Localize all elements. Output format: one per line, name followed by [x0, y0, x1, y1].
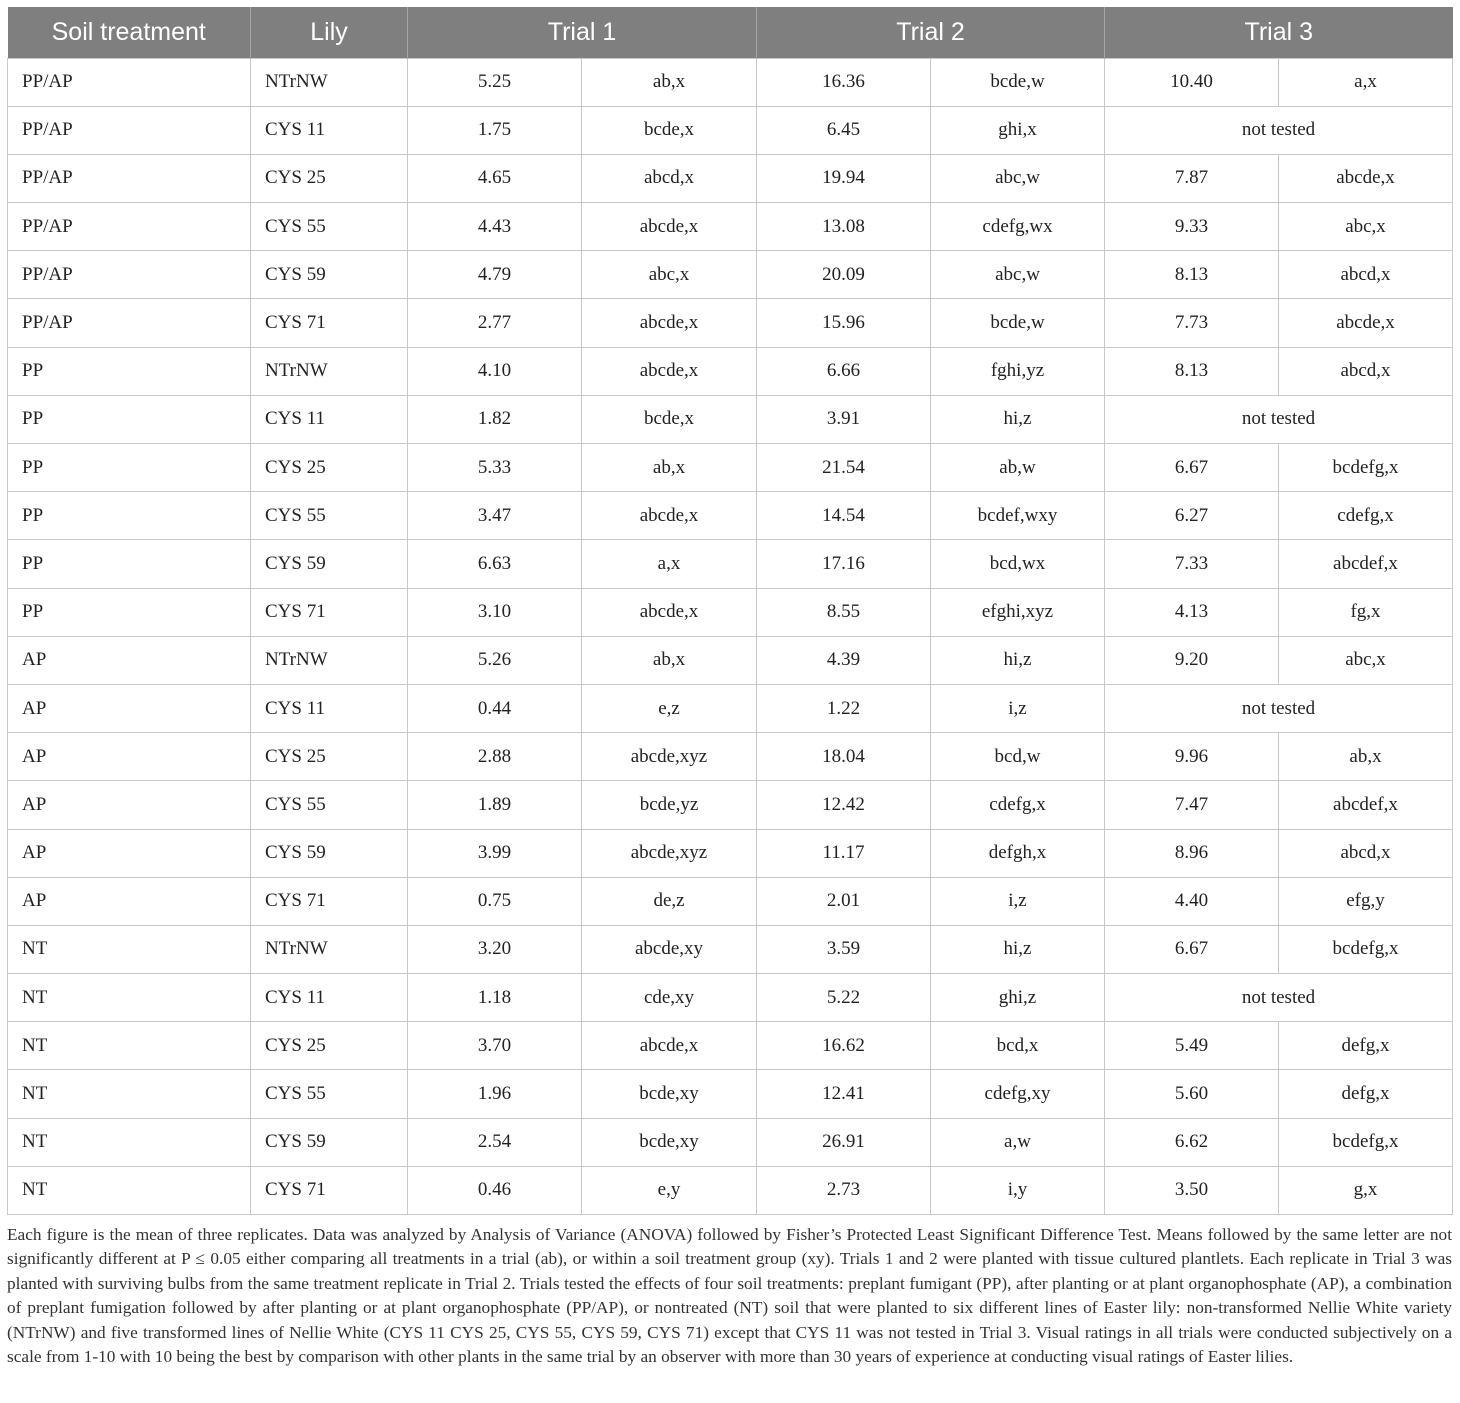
trial3-letters-cell: abcd,x — [1279, 347, 1453, 395]
soil-treatment-cell: NT — [8, 974, 251, 1022]
trial2-mean-cell: 6.45 — [757, 106, 931, 154]
lily-cell: CYS 55 — [251, 492, 408, 540]
trial3-letters-cell: abcdef,x — [1279, 781, 1453, 829]
trial3-mean-cell: 9.33 — [1105, 203, 1279, 251]
trial2-mean-cell: 15.96 — [757, 299, 931, 347]
trial2-letters-cell: ghi,x — [931, 106, 1105, 154]
lily-cell: CYS 55 — [251, 203, 408, 251]
lily-cell: CYS 11 — [251, 395, 408, 443]
trial3-mean-cell: 5.49 — [1105, 1022, 1279, 1070]
trial1-mean-cell: 3.99 — [408, 829, 582, 877]
trial1-mean-cell: 2.77 — [408, 299, 582, 347]
trial2-letters-cell: hi,z — [931, 636, 1105, 684]
lily-cell: CYS 71 — [251, 588, 408, 636]
table-row — [8, 829, 1453, 877]
lily-cell: CYS 25 — [251, 1022, 408, 1070]
trial1-mean-cell: 3.70 — [408, 1022, 582, 1070]
table-row — [8, 1022, 1453, 1070]
trial1-mean-cell: 4.10 — [408, 347, 582, 395]
trial3-mean-cell: 6.67 — [1105, 925, 1279, 973]
trial2-mean-cell: 19.94 — [757, 154, 931, 202]
trial2-letters-cell: bcdef,wxy — [931, 492, 1105, 540]
trial2-letters-cell: efghi,xyz — [931, 588, 1105, 636]
table-row — [8, 1166, 1453, 1214]
trial1-letters-cell: abcde,x — [582, 588, 757, 636]
table-row — [8, 444, 1453, 492]
table-header-row — [8, 7, 1453, 58]
trial1-letters-cell: abcde,xy — [582, 925, 757, 973]
table-container — [7, 7, 1452, 1369]
trial2-mean-cell: 12.41 — [757, 1070, 931, 1118]
trial1-mean-cell: 1.89 — [408, 781, 582, 829]
soil-treatment-cell: NT — [8, 1022, 251, 1070]
soil-treatment-cell: PP — [8, 347, 251, 395]
lily-cell: CYS 11 — [251, 684, 408, 732]
trial1-mean-cell: 5.25 — [408, 58, 582, 106]
trial1-letters-cell: bcde,x — [582, 106, 757, 154]
lily-cell: CYS 11 — [251, 974, 408, 1022]
soil-treatment-cell: AP — [8, 636, 251, 684]
trial1-letters-cell: abcde,x — [582, 203, 757, 251]
lily-cell: CYS 59 — [251, 1118, 408, 1166]
trial3-mean-cell: 8.13 — [1105, 251, 1279, 299]
header-trial-1: Trial 1 — [408, 7, 757, 58]
lily-cell: NTrNW — [251, 347, 408, 395]
trial3-not-tested-cell: not tested — [1105, 106, 1453, 154]
soil-treatment-cell: PP/AP — [8, 203, 251, 251]
table-row — [8, 395, 1453, 443]
lily-cell: CYS 25 — [251, 154, 408, 202]
trial1-mean-cell: 4.43 — [408, 203, 582, 251]
trial3-letters-cell: abc,x — [1279, 636, 1453, 684]
trial2-letters-cell: cdefg,wx — [931, 203, 1105, 251]
lily-cell: CYS 55 — [251, 1070, 408, 1118]
soil-treatment-cell: AP — [8, 733, 251, 781]
trial1-letters-cell: cde,xy — [582, 974, 757, 1022]
trial1-mean-cell: 1.96 — [408, 1070, 582, 1118]
trial1-letters-cell: abc,x — [582, 251, 757, 299]
trial1-letters-cell: ab,x — [582, 636, 757, 684]
trial3-not-tested-cell: not tested — [1105, 974, 1453, 1022]
trial3-letters-cell: ab,x — [1279, 733, 1453, 781]
trial3-mean-cell: 7.87 — [1105, 154, 1279, 202]
trial3-letters-cell: bcdefg,x — [1279, 1118, 1453, 1166]
trial3-letters-cell: defg,x — [1279, 1070, 1453, 1118]
trial2-mean-cell: 13.08 — [757, 203, 931, 251]
trial2-letters-cell: hi,z — [931, 395, 1105, 443]
soil-treatment-cell: AP — [8, 877, 251, 925]
trial2-letters-cell: cdefg,x — [931, 781, 1105, 829]
trial1-mean-cell: 1.18 — [408, 974, 582, 1022]
trial2-mean-cell: 16.62 — [757, 1022, 931, 1070]
trial1-mean-cell: 1.82 — [408, 395, 582, 443]
trial3-mean-cell: 3.50 — [1105, 1166, 1279, 1214]
trial1-mean-cell: 5.33 — [408, 444, 582, 492]
trial3-letters-cell: bcdefg,x — [1279, 444, 1453, 492]
trial2-letters-cell: i,y — [931, 1166, 1105, 1214]
soil-treatment-cell: PP/AP — [8, 58, 251, 106]
trial2-letters-cell: i,z — [931, 877, 1105, 925]
trial1-letters-cell: bcde,yz — [582, 781, 757, 829]
trial1-letters-cell: abcde,x — [582, 492, 757, 540]
trial1-mean-cell: 6.63 — [408, 540, 582, 588]
trial3-letters-cell: abcdef,x — [1279, 540, 1453, 588]
lily-cell: NTrNW — [251, 636, 408, 684]
trial2-mean-cell: 18.04 — [757, 733, 931, 781]
trial3-mean-cell: 7.73 — [1105, 299, 1279, 347]
trial1-letters-cell: a,x — [582, 540, 757, 588]
trial3-mean-cell: 4.13 — [1105, 588, 1279, 636]
trial2-letters-cell: bcde,w — [931, 58, 1105, 106]
trial1-letters-cell: abcde,x — [582, 299, 757, 347]
soil-treatment-cell: PP — [8, 395, 251, 443]
trial2-mean-cell: 3.91 — [757, 395, 931, 443]
trial1-letters-cell: abcde,xyz — [582, 733, 757, 781]
table-row — [8, 299, 1453, 347]
table-row — [8, 492, 1453, 540]
table-row — [8, 684, 1453, 732]
trial2-letters-cell: abc,w — [931, 251, 1105, 299]
table-row — [8, 154, 1453, 202]
trial3-letters-cell: efg,y — [1279, 877, 1453, 925]
trial2-mean-cell: 12.42 — [757, 781, 931, 829]
soil-treatment-cell: NT — [8, 1166, 251, 1214]
trial2-mean-cell: 20.09 — [757, 251, 931, 299]
trial1-mean-cell: 0.46 — [408, 1166, 582, 1214]
trial2-mean-cell: 5.22 — [757, 974, 931, 1022]
trial2-letters-cell: abc,w — [931, 154, 1105, 202]
trial2-letters-cell: i,z — [931, 684, 1105, 732]
table-row — [8, 58, 1453, 106]
trial2-mean-cell: 2.01 — [757, 877, 931, 925]
header-trial-2: Trial 2 — [757, 7, 1105, 58]
trial2-mean-cell: 3.59 — [757, 925, 931, 973]
lily-cell: NTrNW — [251, 925, 408, 973]
trial3-letters-cell: abcd,x — [1279, 251, 1453, 299]
trial2-mean-cell: 16.36 — [757, 58, 931, 106]
trial3-letters-cell: defg,x — [1279, 1022, 1453, 1070]
header-trial-3: Trial 3 — [1105, 7, 1453, 58]
trial3-letters-cell: abc,x — [1279, 203, 1453, 251]
trial1-mean-cell: 0.75 — [408, 877, 582, 925]
trial2-letters-cell: defgh,x — [931, 829, 1105, 877]
trial1-mean-cell: 0.44 — [408, 684, 582, 732]
trial2-mean-cell: 21.54 — [757, 444, 931, 492]
soil-treatment-cell: PP/AP — [8, 299, 251, 347]
trial2-letters-cell: bcd,w — [931, 733, 1105, 781]
table-row — [8, 974, 1453, 1022]
trial2-mean-cell: 11.17 — [757, 829, 931, 877]
trial1-mean-cell: 5.26 — [408, 636, 582, 684]
lily-cell: CYS 59 — [251, 829, 408, 877]
trial1-letters-cell: e,y — [582, 1166, 757, 1214]
soil-treatment-cell: NT — [8, 925, 251, 973]
trial1-letters-cell: abcde,x — [582, 1022, 757, 1070]
trial3-not-tested-cell: not tested — [1105, 395, 1453, 443]
header-soil-treatment: Soil treatment — [8, 7, 251, 58]
trial1-letters-cell: abcde,xyz — [582, 829, 757, 877]
trial2-mean-cell: 2.73 — [757, 1166, 931, 1214]
trial1-mean-cell: 2.88 — [408, 733, 582, 781]
trial2-mean-cell: 17.16 — [757, 540, 931, 588]
table-row — [8, 733, 1453, 781]
trial1-letters-cell: bcde,xy — [582, 1070, 757, 1118]
trial3-mean-cell: 7.47 — [1105, 781, 1279, 829]
soil-treatment-cell: NT — [8, 1070, 251, 1118]
trial3-letters-cell: fg,x — [1279, 588, 1453, 636]
trial2-letters-cell: cdefg,xy — [931, 1070, 1105, 1118]
trial1-letters-cell: e,z — [582, 684, 757, 732]
trial1-mean-cell: 2.54 — [408, 1118, 582, 1166]
lily-cell: CYS 11 — [251, 106, 408, 154]
trial3-letters-cell: abcde,x — [1279, 154, 1453, 202]
table-body — [8, 58, 1453, 1215]
soil-treatment-cell: AP — [8, 829, 251, 877]
table-row — [8, 347, 1453, 395]
soil-treatment-cell: AP — [8, 684, 251, 732]
table-row — [8, 203, 1453, 251]
trial3-letters-cell: cdefg,x — [1279, 492, 1453, 540]
trial2-mean-cell: 6.66 — [757, 347, 931, 395]
trial1-letters-cell: bcde,xy — [582, 1118, 757, 1166]
trial2-mean-cell: 8.55 — [757, 588, 931, 636]
table-row — [8, 540, 1453, 588]
lily-cell: CYS 55 — [251, 781, 408, 829]
trial2-letters-cell: bcd,x — [931, 1022, 1105, 1070]
trial1-mean-cell: 3.47 — [408, 492, 582, 540]
table-row — [8, 781, 1453, 829]
trial2-letters-cell: ghi,z — [931, 974, 1105, 1022]
trial1-letters-cell: ab,x — [582, 444, 757, 492]
trial1-letters-cell: abcde,x — [582, 347, 757, 395]
trial3-mean-cell: 8.13 — [1105, 347, 1279, 395]
trial1-letters-cell: ab,x — [582, 58, 757, 106]
soil-treatment-cell: PP/AP — [8, 154, 251, 202]
trial2-mean-cell: 14.54 — [757, 492, 931, 540]
trial3-mean-cell: 9.20 — [1105, 636, 1279, 684]
trial3-mean-cell: 8.96 — [1105, 829, 1279, 877]
trial3-mean-cell: 5.60 — [1105, 1070, 1279, 1118]
trial2-mean-cell: 1.22 — [757, 684, 931, 732]
lily-cell: CYS 71 — [251, 877, 408, 925]
table-row — [8, 251, 1453, 299]
lily-cell: CYS 59 — [251, 540, 408, 588]
lily-ratings-table — [7, 7, 1453, 1215]
table-footnote: Each figure is the mean of three replicates. Data was analyzed by Analysis of Variance (ANOVA) followed by Fisher’s Protected Least Significant Difference Test. Means followed by the same letter are not significantly different at P ≤ 0.05 either comparing all treatments in a trial (ab), or within a soil treatment group (xy). Trials 1 and 2 were planted with tissue cultured plantlets. Each replicate in Trial 3 was planted with surviving bulbs from the same treatment replicate in Trial 2. Trials tested the effects of four soil treatments: preplant fumigant (PP), after planting or at plant organophosphate (AP), a combination of preplant fumigation followed by after planting or at plant organophosphate (PP/AP), or nontreated (NT) soil that were planted to six different lines of Easter lily: non-transformed Nellie White variety (NTrNW) and five transformed lines of Nellie White (CYS 11 CYS 25, CYS 55, CYS 59, CYS 71) except that CYS 11 was not tested in Trial 3. Visual ratings in all trials were conducted subjectively on a scale from 1-10 with 10 being the best by comparison with other plants in the same trial by an observer with more than 30 years of experience at conducting visual ratings of Easter lilies. — [7, 1225, 1452, 1367]
trial3-mean-cell: 6.27 — [1105, 492, 1279, 540]
trial3-mean-cell: 4.40 — [1105, 877, 1279, 925]
trial1-mean-cell: 4.65 — [408, 154, 582, 202]
trial3-mean-cell: 10.40 — [1105, 58, 1279, 106]
trial1-letters-cell: bcde,x — [582, 395, 757, 443]
trial3-letters-cell: abcde,x — [1279, 299, 1453, 347]
soil-treatment-cell: PP/AP — [8, 106, 251, 154]
soil-treatment-cell: PP — [8, 444, 251, 492]
soil-treatment-cell: PP — [8, 540, 251, 588]
lily-cell: CYS 71 — [251, 1166, 408, 1214]
trial3-letters-cell: bcdefg,x — [1279, 925, 1453, 973]
lily-cell: CYS 71 — [251, 299, 408, 347]
trial1-mean-cell: 3.10 — [408, 588, 582, 636]
trial1-letters-cell: de,z — [582, 877, 757, 925]
table-row — [8, 925, 1453, 973]
trial2-mean-cell: 4.39 — [757, 636, 931, 684]
lily-cell: CYS 25 — [251, 733, 408, 781]
trial1-mean-cell: 3.20 — [408, 925, 582, 973]
table-row — [8, 588, 1453, 636]
table-row — [8, 1070, 1453, 1118]
table-row — [8, 877, 1453, 925]
trial2-letters-cell: hi,z — [931, 925, 1105, 973]
soil-treatment-cell: PP — [8, 492, 251, 540]
trial2-mean-cell: 26.91 — [757, 1118, 931, 1166]
trial1-letters-cell: abcd,x — [582, 154, 757, 202]
trial2-letters-cell: fghi,yz — [931, 347, 1105, 395]
soil-treatment-cell: AP — [8, 781, 251, 829]
table-row — [8, 106, 1453, 154]
soil-treatment-cell: NT — [8, 1118, 251, 1166]
trial3-not-tested-cell: not tested — [1105, 684, 1453, 732]
trial2-letters-cell: bcd,wx — [931, 540, 1105, 588]
header-lily: Lily — [251, 7, 408, 58]
trial3-mean-cell: 6.67 — [1105, 444, 1279, 492]
trial2-letters-cell: a,w — [931, 1118, 1105, 1166]
table-row — [8, 1118, 1453, 1166]
trial2-letters-cell: bcde,w — [931, 299, 1105, 347]
lily-cell: NTrNW — [251, 58, 408, 106]
trial3-mean-cell: 6.62 — [1105, 1118, 1279, 1166]
trial1-mean-cell: 4.79 — [408, 251, 582, 299]
trial3-mean-cell: 9.96 — [1105, 733, 1279, 781]
soil-treatment-cell: PP/AP — [8, 251, 251, 299]
soil-treatment-cell: PP — [8, 588, 251, 636]
lily-cell: CYS 25 — [251, 444, 408, 492]
trial3-mean-cell: 7.33 — [1105, 540, 1279, 588]
trial1-mean-cell: 1.75 — [408, 106, 582, 154]
lily-cell: CYS 59 — [251, 251, 408, 299]
trial3-letters-cell: g,x — [1279, 1166, 1453, 1214]
trial3-letters-cell: abcd,x — [1279, 829, 1453, 877]
trial3-letters-cell: a,x — [1279, 58, 1453, 106]
trial2-letters-cell: ab,w — [931, 444, 1105, 492]
table-row — [8, 636, 1453, 684]
